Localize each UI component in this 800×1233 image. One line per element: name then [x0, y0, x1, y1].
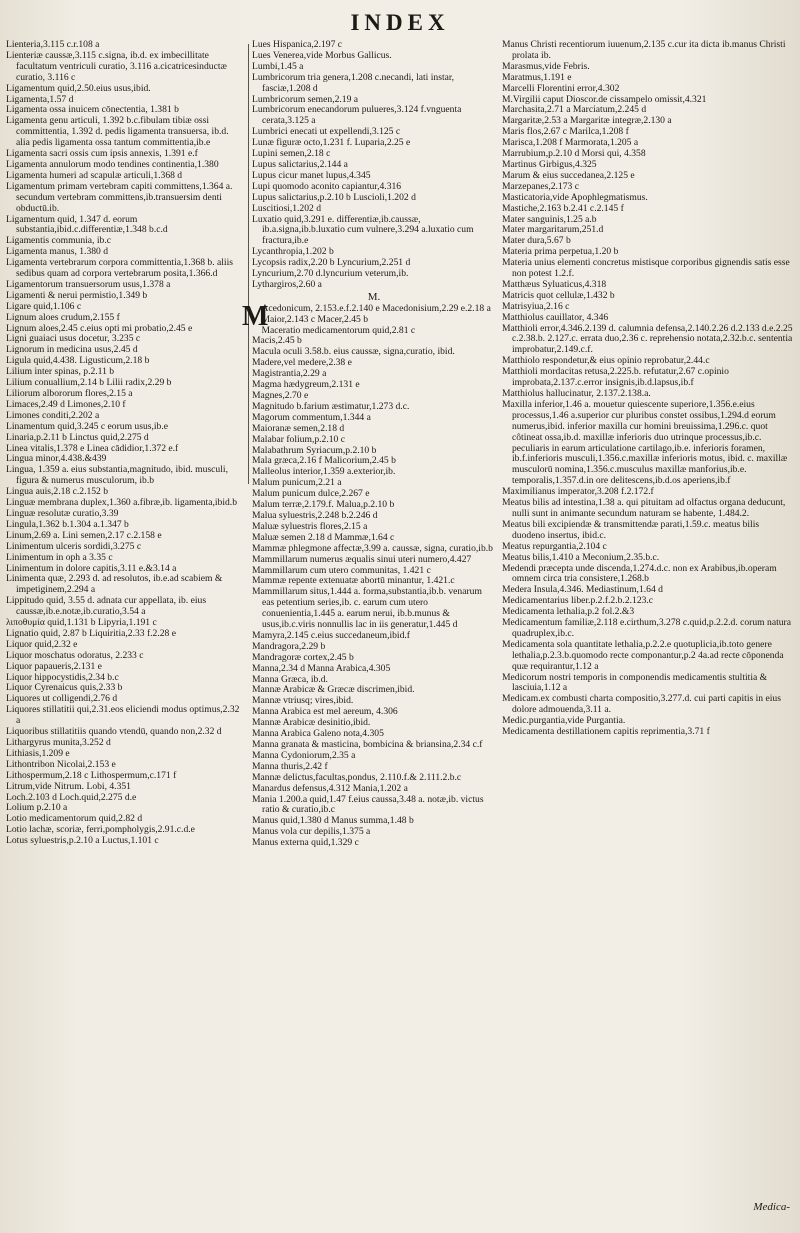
index-entry: Maximilianus imperator,3.208 f.2.172.f — [502, 486, 654, 498]
index-entry: Maluæ syluestris flores,2.15 a — [252, 520, 368, 532]
index-entry: Margaritæ,2.53 a Margaritæ integræ,2.130 a — [502, 115, 672, 127]
index-entry: Ligamenta genu articuli, 1.392 b.c.fibulam tibiæ ossi committentia, 1.392 d. pedis ligamenta transuersa, ib.d. alia pedis ligamenta ossa tantum committentia,ib.e — [6, 115, 229, 149]
index-entry: λιποθυμία quid,1.131 b Lipyria,1.191 c — [6, 617, 157, 629]
index-entry: Ligamentum quid, 1.347 d. eorum substantia,ibid.c.differentiæ,1.348 b.c.d — [6, 213, 168, 236]
index-entry: Magnes,2.70 e — [252, 390, 309, 401]
index-entry: Magorum commentum,1.344 a — [252, 411, 371, 423]
index-entry: Marrubium,p.2.10 d Morsi qui, 4.358 — [502, 148, 646, 160]
index-entry: Mammillarum numerus æqualis sinui uteri numero,4.427 — [252, 553, 472, 565]
index-entry: Matricis quot cellulæ,1.432 b — [502, 289, 615, 301]
index-entry: Medic.purgantia,vide Purgantia. — [502, 715, 626, 727]
index-entry: Marum & eius succedanea,2.125 e — [502, 169, 635, 181]
index-entry: Marcelli Florentini error,4.302 — [502, 82, 620, 94]
index-column-left — [6, 40, 244, 1220]
index-entry: Martinus Girbigus,4.325 — [502, 158, 597, 170]
index-entry: Ligamenta manus, 1.380 d — [6, 246, 109, 258]
index-entry: Linguæ membrana duplex,1.360 a.fibræ,ib. ligamenta,ibid.b — [6, 497, 238, 509]
index-column-right — [502, 40, 794, 1220]
index-entry: Lumbricorum semen,2.19 a — [252, 93, 359, 105]
index-entry: Manna granata & masticina, bombicina & briansina,2.34 c.f — [252, 739, 483, 750]
index-entry: Mala græca,2.16 f Malicorium,2.45 b — [252, 455, 396, 467]
index-entry: Mannæ delictus,facultas,pondus, 2.110.f.& 2.111.2.b.c — [252, 771, 462, 783]
index-entry: Lupi quomodo aconito capiantur,4.316 — [252, 180, 402, 192]
index-entry: Lingua auis,2.18 c.2.152 b — [6, 486, 109, 498]
index-entry: Materia prima perpetua,1.20 b — [502, 246, 619, 258]
section-first-text: Acedonicum, 2.153.e.f.2.140 e Macedonisium,2.29 e.2.18 a — [261, 302, 491, 314]
index-entry: Ligamentorum transuersorum usus,1.378 a — [6, 278, 171, 290]
index-entry: Lupus salictarius,p.2.10 b Luscioli,1.202 d — [252, 191, 416, 203]
index-entry: Lithospermum,2.18 c Lithospermum,c.171 f — [6, 769, 177, 781]
index-entry: Lumbrici enecati ut expellendi,3.125 c — [252, 126, 401, 138]
index-entry: Manna thuris,2.42 f — [252, 760, 328, 772]
index-entry: Lithargyrus munita,3.252 d — [6, 737, 111, 748]
index-column-middle — [242, 39, 496, 1220]
index-entry: Ligamenta sacri ossis cum ipsis annexis, 1.391 e.f — [6, 148, 198, 160]
index-entry: Lignatio quid, 2.87 b Liquiritia,2.33 f.2.28 e — [6, 627, 176, 639]
index-entry: Manus quid,1.380 d Manus summa,1.48 b — [252, 815, 414, 827]
index-entry: Lienteriæ caussæ,3.115 c.signa, ib.d. ex imbecillitate facultatum ventriculi curatio, 3.116 a.cicatricesinductæ curatio, 3.116 c — [6, 49, 227, 83]
index-entry: Malabar folium,p.2.10 c — [252, 433, 345, 445]
index-entry: Magma hædygreum,2.131 e — [252, 379, 360, 391]
drop-cap: M — [242, 300, 269, 332]
index-entry: Lotio lachæ, scoriæ, ferri,pompholygis,2.91.c.d.e — [6, 824, 195, 836]
index-entry: Lithontribon Nicolai,2.153 e — [6, 758, 116, 770]
catchword: Medica- — [753, 1201, 790, 1213]
index-entry: Macula oculi 3.58.b. eius caussæ, signa,curatio, ibid. — [252, 346, 455, 358]
index-entry: Macis,2.45 b — [252, 335, 302, 347]
index-entry: Lupus cicur manet lupus,4.345 — [252, 169, 371, 181]
index-entry: Medicamentarius liber.p.2.f.2.b.2.123.c — [502, 595, 654, 607]
index-entry: Malum terræ,2.179.f. Malua,p.2.10 b — [252, 499, 395, 511]
section-letter-m: M. — [367, 290, 381, 303]
index-entry: Lycopsis radix,2.20 b Lyncurium,2.251 d — [252, 257, 411, 269]
middle-entries-m — [252, 315, 496, 849]
index-entry: Ligamenta annulorum modo tendines continentia,1.380 — [6, 158, 219, 170]
index-entry: Lythargiros,2.60 a — [252, 278, 322, 290]
index-entry: Meatus repurgantia,2.104 c — [502, 540, 607, 552]
index-entry: Ligula quid,4.438. Ligusticum,2.18 b — [6, 355, 150, 367]
index-entry: Mamyra,2.145 c.eius succedaneum,ibid.f — [252, 629, 410, 641]
index-entry: Lingua minor,4.438.&439 — [6, 453, 107, 465]
index-entry: Mater margaritarum,251.d — [502, 224, 604, 236]
index-entry: Matthioli mordacitas retusa,2.225.b. refutatur,2.67 c.opinio improbata,2.137.c.error insignis,ib.d.lapsus,ib.f — [502, 366, 729, 389]
middle-entries-l — [252, 40, 496, 291]
index-entry: Mater sanguinis,1.25 a.b — [502, 213, 597, 225]
index-entry: Liquor papaueris,2.131 e — [6, 660, 102, 672]
index-entry: Lienteria,3.115 c.r.108 a — [6, 39, 100, 50]
index-entry: Medicorum nostri temporis in componendis medicamentis stultitia & lasciuia,1.12 a — [502, 671, 768, 694]
index-entry: Meatus bili excipiendæ & transmittendæ parati,1.59.c. meatus bilis duodeno insertus, ibid.c. — [502, 518, 760, 541]
index-entry: Linea vitalis,1.378 e Linea cādidior,1.372 e.f — [6, 442, 179, 454]
index-entry: Linimentum in oph a 3.35 c — [6, 551, 113, 563]
index-entry: Matthioli error,4.346.2.139 d. calumnia defensa,2.140.2.26 d.2.133 d.e.2.25 c.2.38.b. 2.127.c. errata duo,2.36 c. reprehensio notata,2.32.b.c. sententia improbatur,2.149.c.f. — [502, 322, 793, 356]
index-entry: Luscitiosi,1.202 d — [252, 202, 322, 214]
index-entry: Ligamentum primam vertebram capiti committens,1.364 a. secundum vertebram committens,ib.transuersim denti obductū.ib. — [6, 180, 233, 214]
index-entry: Liquor hippocystidis,2.34 b.c — [6, 671, 119, 683]
index-entry: Medicamentum familiæ,2.118 e.cirthum,3.278 c.quid,p.2.2.d. corum natura quadruplex,ib.c. — [502, 617, 791, 639]
index-entry: Medicamenta sola quantitate lethalia,p.2.2.e quotuplicia,ib.toto genere lethalia,p.2.3.b.quomodo recte componantur,p.2 4a.ad recte cōponenda quæ requirantur,1.12 a — [502, 638, 784, 672]
index-entry: Linguæ resolutæ curatio,3.39 — [6, 507, 119, 519]
index-entry: Manna,2.34 d Manna Arabica,4.305 — [252, 662, 391, 674]
index-entry: Litrum,vide Nitrum. Lobi, 4.351 — [6, 780, 131, 792]
index-entry: Manus externa quid,1.329 c — [252, 837, 359, 849]
index-entry: Medicamenta destillationem capitis reprimentia,3.71 f — [502, 726, 710, 738]
index-entry: Lithiasis,1.209 e — [6, 747, 70, 759]
index-entry: Malabathrum Syriacum,p.2.10 b — [252, 444, 377, 456]
index-entry: Magistrantia,2.29 a — [252, 368, 327, 380]
index-entry: Manna Græca, ib.d. — [252, 673, 328, 685]
index-entry: Lignum aloes,2.45 c.eius opti mi probatio,2.45 e — [6, 322, 193, 334]
index-entry: Maior,2.143 c Macer,2.45 b — [261, 313, 369, 325]
index-entry: Liquores ut colligendi,2.76 d — [6, 693, 118, 705]
index-entry: Medera Insula,4.346. Mediastinum,1.64 d — [502, 584, 663, 596]
index-entry: Linimentum in dolore capitis,3.11 e.&3.14 a — [6, 562, 177, 574]
index-entry: Malum punicum,2.21 a — [252, 477, 342, 489]
index-entry: Manna Arabica Galeno nota,4.305 — [252, 728, 384, 740]
index-entry: Manus vola cur depilis,1.375 a — [252, 826, 371, 838]
index-entry: Mammæ repente extenuatæ abortū minantur, 1.421.c — [252, 575, 455, 587]
index-entry: Lues Venerea,vide Morbus Gallicus. — [252, 49, 392, 61]
index-entry: Linum,2.69 a. Lini semen,2.17 c.2.158 e — [6, 529, 162, 541]
index-entry: Maris flos,2.67 c Marilca,1.208 f — [502, 126, 629, 138]
index-entry: Matthiolus hallucinatur, 2.137.2.138.a. — [502, 388, 651, 399]
index-entry: M.Virgilii caput Dioscor.de cissampelo omissit,4.321 — [502, 93, 707, 105]
index-entry: Lumbi,1.45 a — [252, 60, 304, 72]
index-entry: Mandragoræ cortex,2.45 b — [252, 651, 354, 663]
index-entry: Ligare quid,1.106 c — [6, 300, 82, 312]
index-entry: Meatus bilis,1.410 a Meconium,2.35.b.c. — [502, 551, 660, 563]
index-entry: Maratmus,1.191 e — [502, 71, 572, 83]
index-entry: Marzepanes,2.173 c — [502, 180, 579, 192]
index-entry: Matthiolo respondetur,& eius opinio reprobatur,2.44.c — [502, 355, 710, 367]
index-entry: Mannæ Arabicæ & Græcæ discrimen,ibid. — [252, 684, 415, 696]
index-entry: Lolium p.2.10 a — [6, 802, 68, 814]
index-entry: Mandragora,2.29 b — [252, 640, 326, 652]
index-entry: Maluæ semen 2.18 d Mammæ,1.64 c — [252, 531, 395, 543]
index-entry: Mania 1.200.a quid,1.47 f.eius caussa,3.48 a. notæ,ib. victus ratio & curatio,ib.c — [252, 793, 484, 816]
index-entry: Mater dura,5.67 b — [502, 235, 571, 247]
index-entry: Masticatoria,vide Apophlegmatismus. — [502, 191, 648, 203]
index-entry: Medendi præcepta unde discenda,1.274.d.c. non ex Arabibus,ib.operam omnem circa tria consistere,1.268.b — [502, 562, 777, 585]
index-entry: Marchasita,2.71 a Marciatum,2.245 d — [502, 104, 647, 116]
index-entry: Loch.2.103 d Loch.quid,2.275 d.e — [6, 791, 137, 803]
index-entry: Ligamentis communia, ib.c — [6, 235, 111, 247]
index-entry: Ligamenta ossa inuicem cōnectentia, 1.381 b — [6, 104, 179, 116]
index-entry: Ligamenta,1.57 d — [6, 93, 74, 105]
index-entry: Liliorum albororum flores,2.15 a — [6, 388, 133, 399]
index-entry: Lumbricorum tria genera,1.208 c.necandi, lati instar, fasciæ,1.208 d — [252, 71, 455, 94]
index-entry: Liquoribus stillatitiis quando vtendū, quando non,2.32 d — [6, 726, 222, 738]
index-entry: Mannæ Arabicæ desinitio,ibid. — [252, 717, 371, 729]
index-entry: Madere,vel medere,2.38 e — [252, 357, 352, 369]
index-entry: Lyncurium,2.70 d.lyncurium veterum,ib. — [252, 268, 409, 280]
index-entry: Lippitudo quid, 3.55 d. adnata cur appellata, ib. eius caussæ,ib.e.notæ,ib.curatio,3.54 a — [6, 595, 207, 618]
index-entry: Mammæ phlegmone affectæ,3.99 a. caussæ, signa, curatio,ib.b — [252, 542, 493, 554]
index-entry: Ligni guaiaci usus docetur, 3.235 c — [6, 333, 141, 345]
index-entry: Magnitudo b.farium æstimatur,1.273 d.c. — [252, 400, 410, 412]
index-entry: Limones conditi,2.202 a — [6, 409, 100, 421]
index-entry: Ligamentum quid,2.50.eius usus,ibid. — [6, 82, 151, 94]
index-entry: Liquor Cyrenaicus quis,2.33 b — [6, 682, 123, 694]
index-entry: Limaces,2.49 d Limones,2.10 f — [6, 398, 126, 410]
index-entry: Mastiche,2.163 b.2.41 c.2.145 f — [502, 202, 624, 214]
index-entry: Mammillarum situs,1.444 a. forma,substantia,ib.b. venarum eas petentium series,ib. c. earum cum utero conuenientia,1.445 a. earum nerui, ib.b.munus & usus,ib.c.viris nonnullis lac in iis generatur,1.445 d — [252, 586, 482, 631]
index-entry: Matthiolus cauillator, 4.346 — [502, 311, 609, 323]
index-entry: Maioranæ semen,2.18 d — [252, 422, 345, 434]
index-entry: Lumbricorum enecandorum pulueres,3.124 f.vnguenta cerata,3.125 a — [252, 104, 462, 127]
index-entry: Medicam.ex combusti charta compositio,3.277.d. cui parti capitis in eius dolore admouenda,3.11 a. — [502, 693, 781, 716]
index-entry: Lycanthropia,1.202 b — [252, 246, 334, 258]
page-title: INDEX — [350, 10, 450, 35]
index-entry: Mammillarum cum utero communitas, 1.421 c — [252, 564, 431, 576]
index-entry: Mannæ vtriusq; vires,ibid. — [252, 695, 354, 707]
index-entry: Marasmus,vide Febris. — [502, 60, 590, 72]
index-entry: Luxatio quid,3.291 e. differentiæ,ib.caussæ, ib.a.signa,ib.b.luxatio cum vulnere,3.294 a.luxatio cum fractura,ib.e — [252, 213, 474, 247]
index-entry: Maxilla inferior,1.46 a. mouetur quiescente superiore,1.356.e.eius processus,1.46 a.superior cur pluribus constet ossibus,1.294.d eorum numerus,ibid. inferior maxilla cur homini breuissima,1.296.c. quot côtineat ossa,ib.d. maxillæ inferioris duo utrinque processus,ib.c. peculiaris in earum articulatione cartilago,ib.e. inferioris foramen, ib.f.inferioris musculi,1.356.c.maxillæ inferioris motus, ibid. c. maxillæ musculorū nomina,1.356.c.musculus maxillæ manforius,ib.e. temporalis,1.357.d.in ore delitescens,ib.d.os aperiens,ib.f — [502, 398, 788, 487]
index-entry: Maceratio medicamentorum quid,2.81 c — [261, 324, 416, 336]
index-entry: Lupini semen,2.18 c — [252, 148, 331, 160]
index-entry: Lingua, 1.359 a. eius substantia,magnitudo, ibid. musculi, figura & numerus musculorum, ib.b — [6, 464, 228, 487]
index-entry: Meatus bilis ad intestina,1.38 a. qui pituitam ad olfactus organa deducunt, nulli sunt in animante secundum naturam se habente, 1.484.2. — [502, 497, 786, 519]
index-entry: Manardus defensus,4.312 Mania,1.202 a — [252, 782, 408, 794]
index-entry: Linimenta quæ, 2.293 d. ad resolutos, ib.e.ad scabiem & impetiginem,2.294 a — [6, 573, 223, 596]
index-entry: Lunæ figuræ octo,1.231 f. Luparia,2.25 e — [252, 137, 411, 149]
index-entry: Medicamenta lethalia,p.2 fol.2.&3 — [502, 606, 635, 618]
index-entry: Malum punicum dulce,2.267 e — [252, 488, 370, 500]
index-entry: Linimentum ulceris sordidi,3.275 c — [6, 540, 142, 552]
index-entry: Manus Christi recentiorum iuuenum,2.135 c.cur ita dicta ib.manus Christi prolata ib. — [502, 39, 786, 61]
index-entry: Linaria,p.2.11 b Linctus quid,2.275 d — [6, 431, 149, 443]
index-entry: Ligamenti & nerui permistio,1.349 b — [6, 289, 148, 301]
index-entry: Liquores stillatitii qui,2.31.eos eliciendi modus optimus,2.32 a — [6, 704, 240, 727]
index-entry: Matrisyiua,2.16 c — [502, 300, 570, 312]
index-entry: Lingula,1.362 b.1.304 a.1.347 b — [6, 518, 129, 530]
index-entry: Lilium inter spinas, p.2.11 b — [6, 366, 115, 378]
index-entry: Ligamenta humeri ad scapulæ articuli,1.368 d — [6, 169, 183, 181]
index-entry: Lues Hispanica,2.197 c — [252, 39, 343, 50]
index-entry: Malleolus interior,1.359 a.exterior,ib. — [252, 466, 396, 478]
index-entry: Manna Cydoniorum,2.35 a — [252, 749, 356, 761]
index-entry: Lotio medicamentorum quid,2.82 d — [6, 813, 143, 825]
index-entry: Lotus syluestris,p.2.10 a Luctus,1.101 c — [6, 835, 159, 847]
index-entry: Liquor quid,2.32 e — [6, 638, 78, 650]
index-entry: Manna Arabica est mel aereum, 4.306 — [252, 706, 398, 718]
column-divider — [248, 44, 249, 484]
index-entry: Materia unius elementi concretus mistisque corporibus gignendis satis esse non potest 1.2.f. — [502, 257, 790, 280]
index-entry: Liquor moschatus odoratus, 2.233 c — [6, 649, 144, 661]
index-entry: Marisca,1.208 f Marmorata,1.205 a — [502, 137, 639, 149]
index-entry: Malua syluestris,2.248 b.2.246 d — [252, 509, 378, 521]
index-entry: Lupus salictarius,2.144 a — [252, 158, 348, 170]
index-entry: Ligamenta vertebrarum corpora committentia,1.368 b. aliis sedibus quam ad corpora vertebrarum posita,1.366.d — [6, 257, 233, 280]
index-entry: Matthæus Syluaticus,4.318 — [502, 278, 607, 290]
index-entry: Lignorum in medicina usus,2.45 d — [6, 344, 138, 356]
index-entry: Linamentum quid,3.245 c eorum usus,ib.e — [6, 420, 169, 432]
index-entry: Lignum aloes crudum,2.155 f — [6, 311, 120, 323]
index-entry: Lilium conuallium,2.14 b Lilii radix,2.29 b — [6, 377, 172, 389]
